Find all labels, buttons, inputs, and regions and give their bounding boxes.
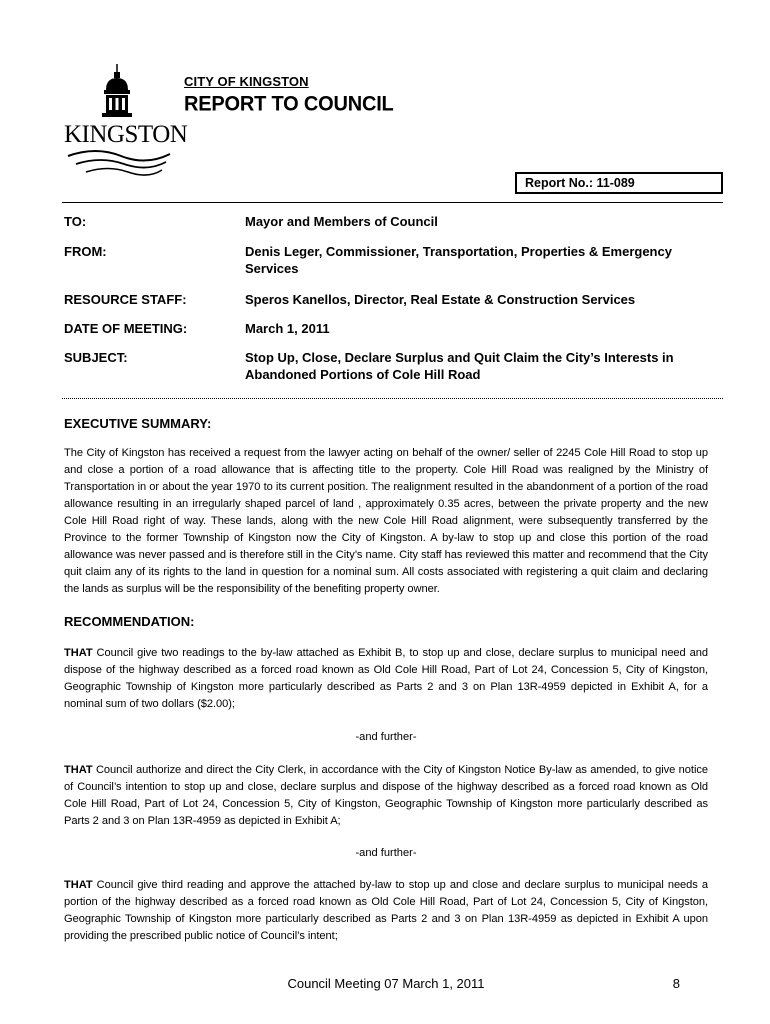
header-divider — [62, 202, 723, 203]
recommendation-text-2: Council authorize and direct the City Clerk, in accordance with the City of Kingston Notice By-law as amended, to give notice of Council’s intention to stop up and close, declare surplus and dispose of the highway described as a forced road known as Old Cole Hill Road, Part of Lot 24, Concession 5, City of Kingston, Geographic Township of Kingston more particularly described as Parts 2 and 3 on Plan 13R-4959 as depicted in Exhibit A; — [64, 764, 708, 827]
report-number-box: Report No.: 11-089 — [515, 172, 723, 194]
executive-summary-heading: EXECUTIVE SUMMARY: — [64, 416, 212, 431]
page-number: 8 — [672, 976, 680, 991]
subject-value: Stop Up, Close, Declare Surplus and Quit Claim the City’s Interests in Abandoned Portions of Cole Hill Road — [245, 350, 674, 382]
recommendation-text-3: Council give third reading and approve the attached by-law to stop up and close and declare surplus to municipal needs a portion of the highway described as a forced road known as Old Cole Hill Road, Part of Lot 24, Concession 5, City of Kingston, Geographic Township of Kingston more particularly described as Parts 2 and 3 on Plan 13R-4959 as depicted in Exhibit A upon providing the prescribed public notice of Council’s intent; — [64, 879, 708, 942]
executive-summary-text: The City of Kingston has received a request from the lawyer acting on behalf of the owner/ seller of 2245 Cole Hill Road to stop up and close a portion of a road allowance that is affecting title to the property. Cole Hill Road was realigned by the Ministry of Transportation in or about the year 1970 to its current position. The realignment resulted in the abandonment of a portion of the road allowance resulting in an irregularly shaped parcel of land , approximately 0.35 acres, between the private property and the new Cole Hill Road right of way. These lands, along with the new Cole Hill Road alignment, were subsequently transferred by the Province to the former Township of Kingston now the City of Kingston. A by-law to stop up and close this portion of the road allowance was never passed and is therefore still in the City’s name. City staff has reviewed this matter and recommend that the City quit claim any of its rights to the land in question for a nominal sum. All costs associated with registering a quit claim and declaring the lands as surplus will be the responsibility of the benefiting property owner. — [64, 447, 708, 595]
from-value: Denis Leger, Commissioner, Transportation, Properties & Emergency Services — [245, 244, 672, 276]
that-lead-1: THAT — [64, 647, 93, 659]
date-value: March 1, 2011 — [245, 321, 330, 336]
date-label: DATE OF MEETING: — [64, 321, 188, 336]
resource-staff-value: Speros Kanellos, Director, Real Estate & Construction Services — [245, 292, 636, 307]
city-label: CITY OF KINGSTON — [184, 74, 309, 89]
to-value: Mayor and Members of Council — [245, 214, 438, 229]
fields-divider — [62, 398, 723, 399]
that-lead-2: THAT — [64, 764, 93, 776]
to-label: TO: — [64, 214, 87, 229]
kingston-logo — [62, 64, 188, 176]
recommendation-paragraph-3 — [64, 877, 708, 945]
recommendation-text-1: Council give two readings to the by-law attached as Exhibit B, to stop up and close, declare surplus to municipal need and dispose of the highway described as a forced road known as Old Cole Hill Road, Part of Lot 24, Concession 5, City of Kingston, Geographic Township of Kingston more particularly described as Parts 2 and 3 on Plan 13R-4959 depicted in Exhibit A, for a nominal sum of two dollars ($2.00); — [64, 647, 708, 710]
report-title: REPORT TO COUNCIL — [184, 92, 394, 116]
recommendation-paragraph-1 — [64, 645, 708, 713]
resource-staff-label: RESOURCE STAFF: — [64, 292, 187, 307]
recommendation-heading: RECOMMENDATION: — [64, 614, 195, 629]
logo-wordmark: KINGSTON — [64, 121, 188, 148]
recommendation-paragraph-2 — [64, 762, 708, 830]
waves-icon — [66, 148, 172, 176]
city-hall-dome-icon — [62, 64, 172, 124]
subject-label: SUBJECT: — [64, 350, 128, 365]
and-further-1: -and further- — [355, 731, 417, 743]
that-lead-3: THAT — [64, 879, 93, 891]
and-further-2: -and further- — [355, 847, 417, 859]
from-label: FROM: — [64, 244, 107, 259]
footer-meeting: Council Meeting 07 March 1, 2011 — [287, 976, 485, 991]
